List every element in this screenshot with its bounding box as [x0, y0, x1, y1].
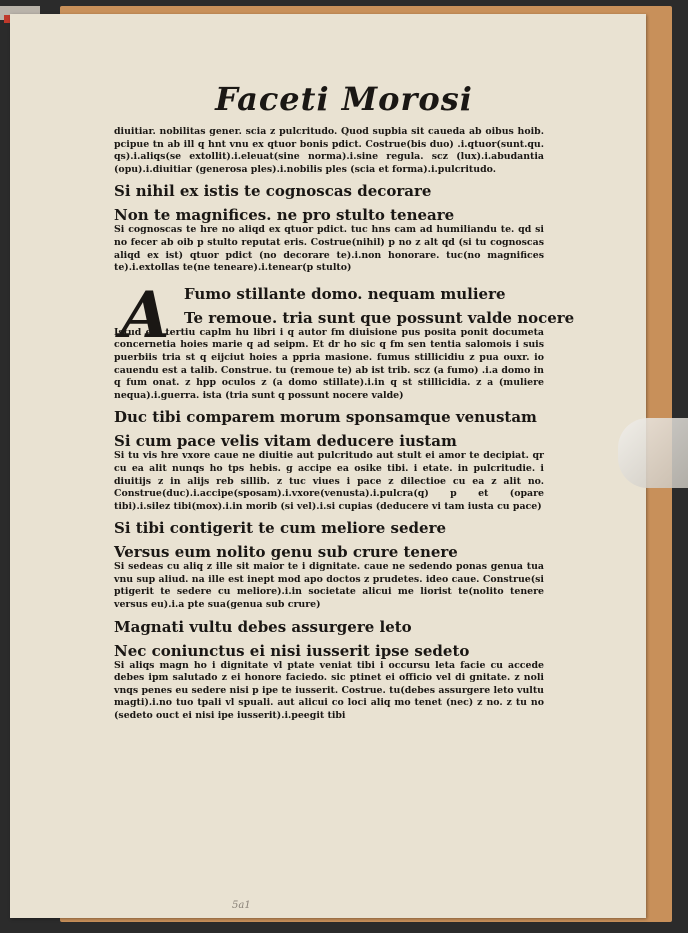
- verse-line: Si nihil ex istis te cognoscas decorare: [114, 182, 432, 201]
- verse-line: Versus eum nolito genu sub crure tenere: [114, 543, 458, 562]
- gloss-paragraph: Si tu vis hre vxore caue ne diuitie aut pulcritudo aut stult ei amor te decipiat. qr cu ea alit nunqs ho tps hebis. g accipe ea osike tibi. i etate. in pulcritudie. i diuitijs z in alijs reb sillib. z tuc viues i pace z dilectioe cu ea z alit no. Construe(duc).i.accipe(sposam).i.vxore(venusta).i.pulcra(q) p et (opare tibi).i.silez tibi(mox).i.in morib (si vel).i.si cupias (deducere vi tam iusta cu pace): [114, 450, 544, 512]
- gloss-paragraph: Istud est tertiu caplm hu libri i q autor fm diuisione pus posita ponit documeta concernetia hoies marie q ad seipm. Et dr ho sic q fm sen tentia salomois i suis puerbiis tria st q eijciut hoies a ppria masione. fumus stillicidiu z pua ouxr. io cauendu est a talib. Construe. tu (remoue te) ab ist trib. scz (a fumo) .i.a domo in q fum onat. z hpp oculos z (a domo stillate).i.in q st stillicidia. z a (muliere nequa).i.guerra. ista (tria sunt q possunt nocere valde): [114, 326, 544, 401]
- gloss-paragraph: Si aliqs magn ho i dignitate vl ptate veniat tibi i occursu leta facie cu accede debes ipm salutado z ei honore faciedo. sic ptinet ei officio vel di gnitate. z noli vnqs penes eu sedere nisi p ipe te iusserit. Costrue. tu(debes assurgere leto vultu magti).i.no tuo tpali vl spuali. aut alicui co loci aliq mo tenet (nec) z no. z tu no (sedeto ouct ei nisi ipe iusserit).i.peegit tibi: [114, 659, 544, 722]
- pencil-signature-mark: 5a1: [232, 900, 251, 911]
- page-title: Faceti Morosi: [215, 80, 473, 118]
- gloss-paragraph: diuitiar. nobilitas gener. scia z pulcritudo. Quod supbia sit caueda ab oibus hoib. pcipue tn ab ill q hnt vnu ex qtuor bonis pdict. Costrue(bis duo) .i.qtuor(sunt.qu. qs).i.aliqs(se extollit).i.eleuat(sine norma).i.sine regula. scz (lux).i.abudantia (opu).i.diuitiar (generosa ples).i.nobilis ples (scia et forma).i.pulcritudo.: [114, 126, 544, 175]
- verse-line: Te remoue. tria sunt que possunt valde nocere: [184, 308, 575, 327]
- book-page: [10, 14, 646, 918]
- verse-line: Si tibi contigerit te cum meliore sedere: [114, 519, 447, 538]
- verse-line: Non te magnifices. ne pro stulto teneare: [114, 206, 455, 225]
- verse-line: Fumo stillante domo. nequam muliere: [184, 284, 506, 303]
- verse-line: Nec coniunctus ei nisi iusserit ipse sedeto: [114, 641, 470, 660]
- verse-line: Magnati vultu debes assurgere leto: [114, 617, 412, 636]
- verse-line: Duc tibi comparem morum sponsamque venustam: [114, 408, 537, 427]
- page-clip: [618, 418, 688, 488]
- page-text-column: [114, 80, 575, 723]
- gloss-paragraph: Si cognoscas te hre no aliqd ex qtuor pdict. tuc hns cam ad humiliandu te. qd si no fecer ab oib p stulto reputat eris. Costrue(nihil) p no z alt qd (si tu cognoscas aliqd ex ist) qtuor pdict (no decorare te).i.non honorare. tuc(no magnifices te).i.extollas te(ne teneare).i.tenear(p stulto): [114, 224, 544, 274]
- decorated-initial-letter: A: [120, 277, 170, 353]
- verse-line: Si cum pace velis vitam deducere iustam: [114, 432, 457, 451]
- decorated-initial-section: [114, 277, 575, 353]
- gloss-paragraph: Si sedeas cu aliq z ille sit maior te i dignitate. caue ne sedendo ponas genua tua vnu sup aliud. na ille est inept mod apo doctos z prudetes. ideo caue. Construe(si ptigerit te sedere cu meliore).i.in societate alicui me liorist te(nolito tenere versus eu).i.a pte sua(genua sub crure): [114, 561, 544, 611]
